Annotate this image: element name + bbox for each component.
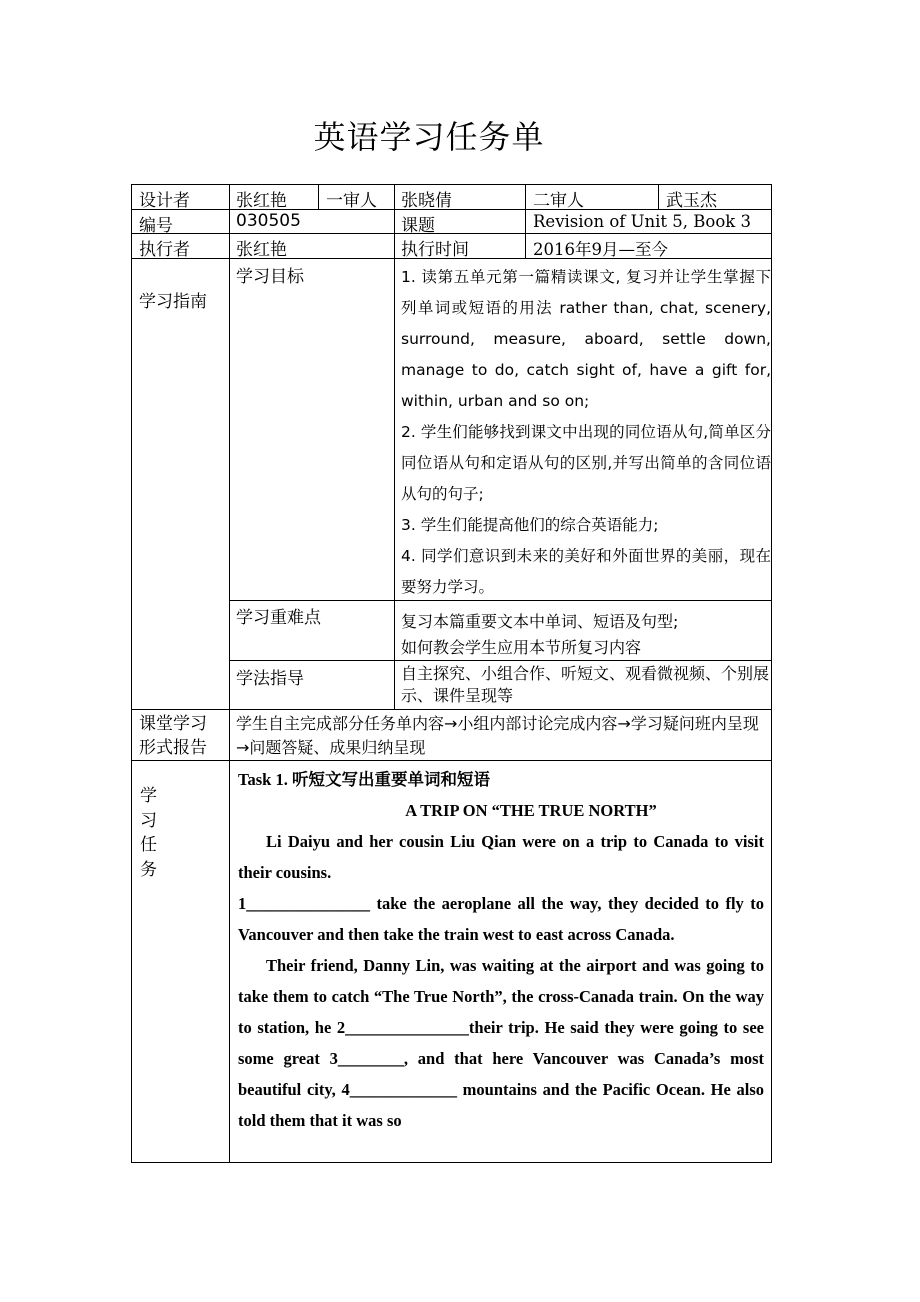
tasks-label-char: 务 [140, 859, 157, 880]
number-value: 030505 [236, 211, 301, 231]
story-title: A TRIP ON “THE TRUE NORTH” [405, 801, 657, 820]
number-label: 编号 [139, 216, 173, 236]
time-value: 2016年9月—至今 [533, 240, 668, 259]
method-label: 学法指导 [236, 669, 304, 689]
focus-line-1: 复习本篇重要文本中单词、短语及句型; [401, 612, 679, 631]
story-paragraph: Their friend, Danny Lin, was waiting at the airport and was going to take them to catch “The True North”, the cross-Canada train. On the way to station, he 2_______________their trip. He said they were going to see some great 3________, and that here Vancouver was Canada’s most beautiful city, 4_____________ mountains and the Pacific Ocean. He also told them that it was so [238, 956, 764, 1130]
goal-item: 3. 学生们能提高他们的综合英语能力; [401, 516, 659, 534]
tasks-label [140, 784, 164, 882]
tasks-label-char: 习 [140, 810, 157, 831]
focus-label: 学习重难点 [236, 608, 321, 628]
task-content [238, 764, 764, 1136]
tasks-label-char: 学 [140, 786, 157, 806]
goals-list [401, 262, 771, 603]
classroom-content: 学生自主完成部分任务单内容→小组内部讨论完成内容→学习疑问班内呈现→问题答疑、成果归纳呈现 [236, 714, 759, 757]
time-label: 执行时间 [401, 240, 469, 260]
reviewer1-label: 一审人 [326, 191, 377, 211]
executor-label: 执行者 [139, 240, 190, 260]
story-paragraph: Li Daiyu and her cousin Liu Qian were on a trip to Canada to visit their cousins. [238, 832, 764, 882]
goal-item: 4. 同学们意识到未来的美好和外面世界的美丽，现在要努力学习。 [401, 547, 771, 596]
topic-value: Revision of Unit 5, Book 3 [533, 212, 752, 231]
reviewer2-value: 武玉杰 [666, 191, 717, 211]
designer-value: 张红艳 [236, 191, 287, 211]
designer-label: 设计者 [139, 191, 190, 211]
focus-line-2: 如何教会学生应用本节所复习内容 [401, 638, 642, 657]
story-paragraph: 1_______________ take the aeroplane all the way, they decided to fly to Vancouver and then take the train west to east across Canada. [238, 894, 764, 944]
goal-item: 2. 学生们能够找到课文中出现的同位语从句,简单区分同位语从句和定语从句的区别,并写出简单的含同位语从句的句子; [401, 423, 771, 503]
tasks-label-char: 任 [140, 835, 157, 855]
goal-item: 1. 读第五单元第一篇精读课文, 复习并让学生掌握下列单词或短语的用法 rather than, chat, scenery, surround, measure, aboard, settle down, manage to do, catch sight of, have a gift for, within, urban and so on; [401, 268, 771, 410]
goals-label: 学习目标 [236, 267, 304, 287]
page-title: 英语学习任务单 [313, 118, 545, 156]
guide-label: 学习指南 [139, 292, 207, 312]
task1-title: Task 1. 听短文写出重要单词和短语 [238, 770, 490, 789]
reviewer1-value: 张晓倩 [401, 191, 452, 211]
executor-value: 张红艳 [236, 240, 287, 260]
reviewer2-label: 二审人 [533, 191, 584, 211]
topic-label: 课题 [401, 216, 435, 236]
method-value: 自主探究、小组合作、听短文、观看微视频、个别展示、课件呈现等 [401, 664, 770, 705]
classroom-label-2: 形式报告 [139, 738, 207, 758]
classroom-label-1: 课堂学习 [139, 714, 207, 734]
